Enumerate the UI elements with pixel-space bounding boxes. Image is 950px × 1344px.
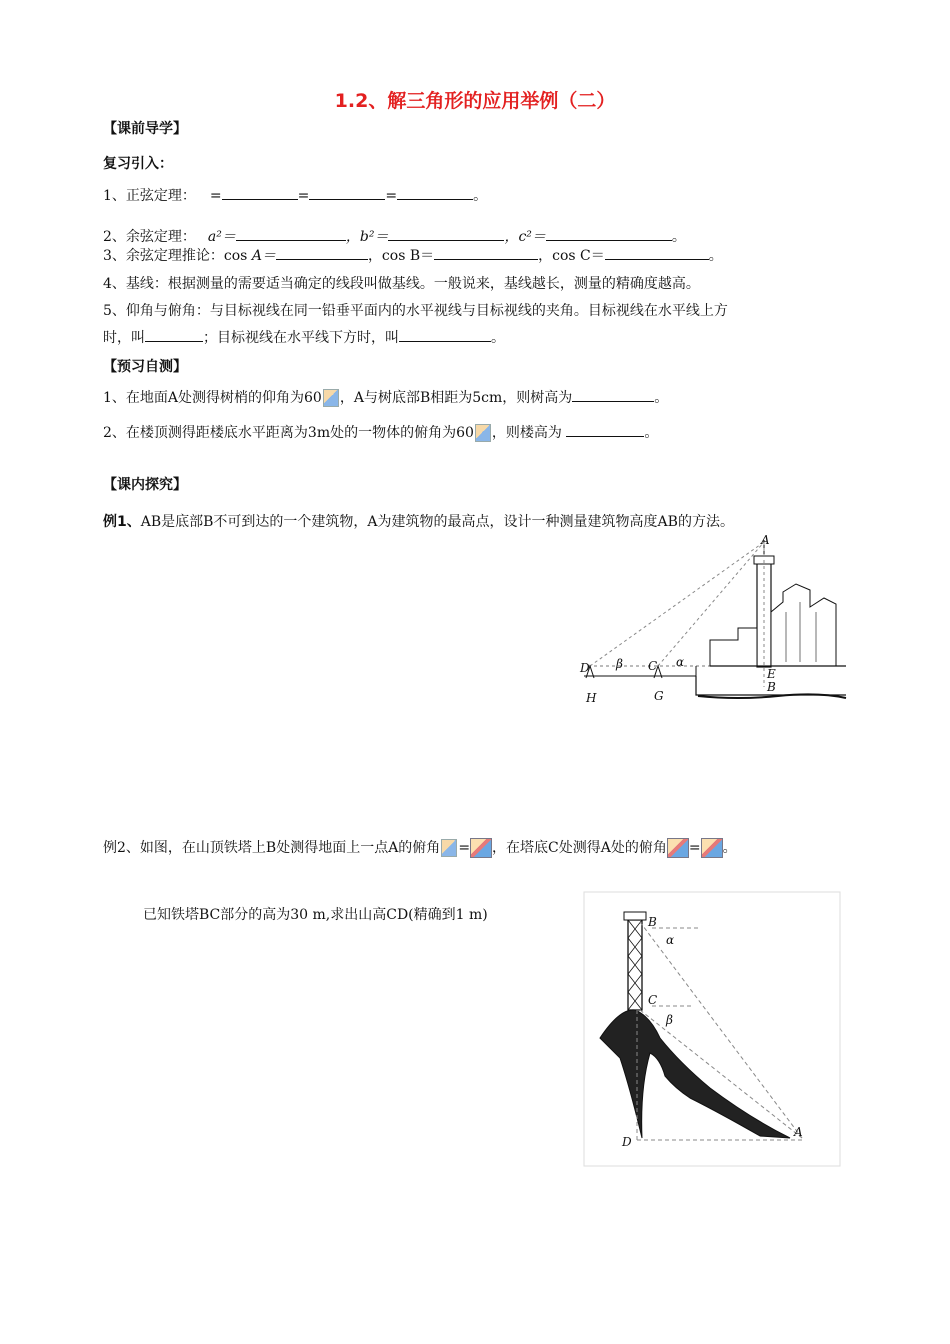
label-alpha: α <box>666 933 675 947</box>
b-squared: ，b²＝ <box>345 229 389 245</box>
cos-b: ，cos B＝ <box>367 248 435 264</box>
example-1 <box>103 511 734 531</box>
label-d: D <box>580 661 590 675</box>
blank <box>397 187 473 200</box>
text: 。 <box>654 390 669 406</box>
a-squared: a²＝ <box>207 229 236 245</box>
angle-definition-line2 <box>103 327 505 347</box>
building-right <box>771 584 836 666</box>
label-a: A <box>761 533 770 547</box>
cos-a: A＝ <box>251 248 276 264</box>
label-alpha: α <box>676 655 685 669</box>
building-left <box>710 628 757 666</box>
angle-definition-line1: 5、仰角与俯角：与目标视线在同一铅垂平面内的水平视线与目标视线的夹角。目标视线在水平线上方 <box>103 303 728 319</box>
label-b: B <box>648 915 657 929</box>
example-1-text: AB是底部B不可到达的一个建筑物，A为建筑物的最高点，设计一种测量建筑物高度AB的方法。 <box>140 514 734 530</box>
degree-image-icon <box>323 389 339 407</box>
building-measurement-figure <box>578 532 850 708</box>
baseline-definition: 4、基线：根据测量的需要适当确定的线段叫做基线。一般说来，基线越长，测量的精确度越高。 <box>103 276 700 292</box>
example-2-condition: 已知铁塔BC部分的高为30 m,求出山高CD(精确到1 m) <box>143 907 488 923</box>
text: 2、在楼顶测得距楼底水平距离为3m处的一物体的俯角为60 <box>103 425 474 441</box>
preview-question-1 <box>103 387 668 407</box>
label-d: D <box>622 1135 632 1149</box>
label-a: A <box>794 1125 803 1139</box>
cosine-corollary-line <box>103 245 723 265</box>
blank <box>566 424 644 437</box>
blank <box>222 187 298 200</box>
text: ，则楼高为 <box>491 425 567 441</box>
blank <box>309 187 385 200</box>
label-c: C <box>648 993 658 1007</box>
blank <box>399 329 491 342</box>
example-2 <box>103 837 737 858</box>
label-beta: β <box>616 657 623 671</box>
line-end: 。 <box>671 229 686 245</box>
beta-image-icon <box>667 838 689 858</box>
review-heading: 复习引入： <box>103 156 173 172</box>
sine-law-line <box>103 185 487 205</box>
text: 1、在地面A处测得树梢的仰角为60 <box>103 390 322 406</box>
corollary-prefix: 3、余弦定理推论：cos <box>103 248 252 264</box>
blank <box>572 389 654 402</box>
text: = <box>458 840 471 856</box>
pre-class-heading: 【课前导学】 <box>103 121 187 137</box>
blank <box>236 228 346 241</box>
text: ；目标视线在水平线下方时，叫 <box>203 330 399 346</box>
text: 。 <box>722 840 737 856</box>
text: ，在塔底C处测得A处的俯角 <box>492 840 667 856</box>
blank <box>434 247 538 260</box>
blank <box>145 329 203 342</box>
cosine-law-line <box>103 226 686 246</box>
sine-law-prefix: 1、正弦定理： <box>103 188 196 204</box>
text: ，A与树底部B相距为5cm，则树高为 <box>339 390 573 406</box>
preview-heading: 【预习自测】 <box>103 359 187 375</box>
cosine-law-prefix: 2、余弦定理： <box>103 229 196 245</box>
preview-question-2 <box>103 422 658 442</box>
mountain-tower-figure <box>580 888 844 1170</box>
equals-2: = <box>297 188 310 204</box>
example-1-label: 例1、 <box>103 514 141 530</box>
equals-1: = <box>209 188 222 204</box>
label-g: G <box>654 689 664 703</box>
text: 。 <box>491 330 505 346</box>
label-h: H <box>586 691 597 705</box>
label-beta: β <box>666 1013 673 1027</box>
blank <box>276 247 368 260</box>
blank <box>605 247 709 260</box>
text: = <box>688 840 701 856</box>
blank <box>388 228 504 241</box>
degree-image-icon <box>475 424 491 442</box>
c-squared: ，c²＝ <box>504 229 546 245</box>
text: 时，叫 <box>103 330 145 346</box>
angle-value-image-icon <box>470 838 492 858</box>
line-end: 。 <box>708 248 723 264</box>
label-e: E <box>767 667 776 681</box>
text: 。 <box>644 425 659 441</box>
alpha-image-icon <box>441 839 457 857</box>
text: 例2、如图，在山顶铁塔上B处测得地面上一点A的俯角 <box>103 840 441 856</box>
blank <box>546 228 672 241</box>
equals-3: = <box>385 188 398 204</box>
explore-heading: 【课内探究】 <box>103 477 187 493</box>
cos-c: ，cos C＝ <box>538 248 605 264</box>
label-b: B <box>767 680 776 694</box>
label-c: C <box>648 659 658 673</box>
angle-value-image-icon <box>701 838 723 858</box>
page-title: 1.2、解三角形的应用举例（二） <box>334 90 616 112</box>
line-end: 。 <box>473 188 488 204</box>
